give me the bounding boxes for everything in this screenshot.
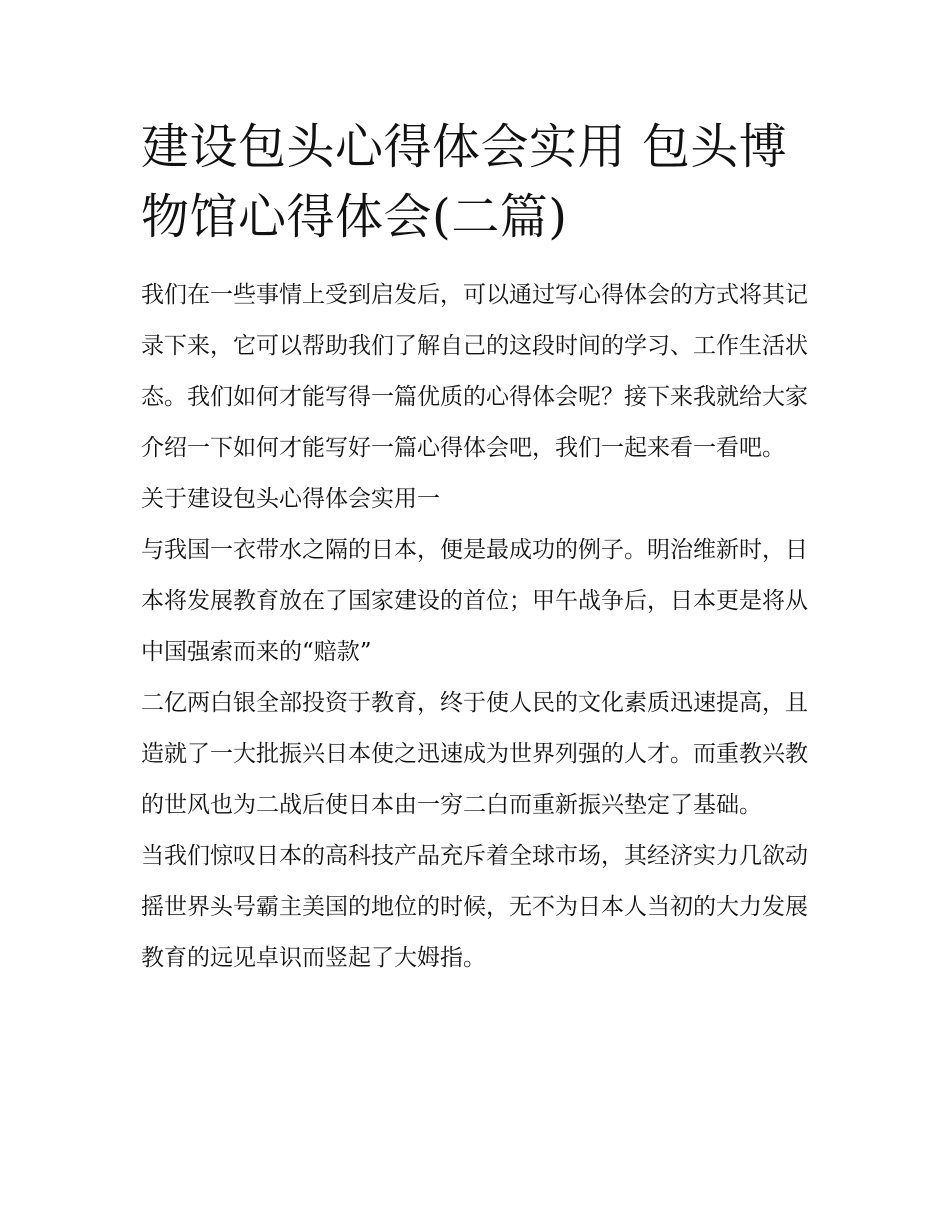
body-paragraph: 二亿两白银全部投资于教育，终于使人民的文化素质迅速提高，且造就了一大批振兴日本使之迅速成为世界列强的人才。而重教兴教的世风也为二战后使日本由一穷二白而重新振兴垫定了基础。	[141, 690, 808, 818]
body-paragraph: 当我们惊叹日本的高科技产品充斥着全球市场，其经济实力几欲动摇世界头号霸主美国的地位的时候，无不为日本人当初的大力发展教育的远见卓识而竖起了大姆指。	[141, 843, 808, 971]
document-title: 建设包头心得体会实用 包头博物馆心得体会(二篇)	[141, 119, 788, 245]
intro-paragraph: 我们在一些事情上受到启发后，可以通过写心得体会的方式将其记录下来，它可以帮助我们了解自己的这段时间的学习、工作生活状态。我们如何才能写得一篇优质的心得体会呢？接下来我就给大家介绍一下如何才能写好一篇心得体会吧，我们一起来看一看吧。	[141, 282, 808, 461]
body-paragraph: 与我国一衣带水之隔的日本，便是最成功的例子。明治维新时，日本将发展教育放在了国家建设的首位；甲午战争后，日本更是将从中国强索而来的“赔款”	[141, 537, 808, 665]
section-heading: 关于建设包头心得体会实用一	[141, 486, 440, 512]
document-content	[141, 112, 813, 984]
